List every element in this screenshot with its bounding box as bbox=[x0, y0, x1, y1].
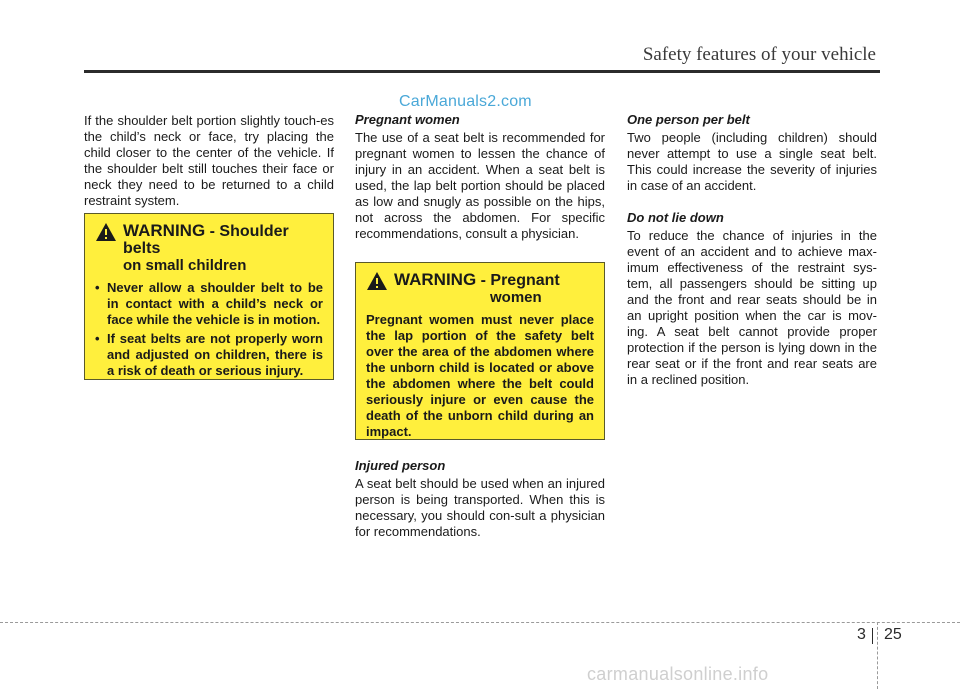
warning-box-pregnant-women bbox=[355, 262, 605, 440]
child-belt-paragraph: If the shoulder belt portion slightly touch-es the child’s neck or face, try placing the child closer to the center of the vehicle. If the shoulder belt still touches their face or neck they need to be returned to a child restraint system. bbox=[84, 113, 334, 208]
pregnant-women-paragraph: The use of a seat belt is recommended for pregnant women to lessen the chance of injury in an accident. When a seat belt is used, the lap belt portion should be placed as low and snugly as possible on the hips, not across the abdomen. For specific recommendations, consult a physician. bbox=[355, 130, 605, 241]
watermark-top[interactable]: CarManuals2.com bbox=[399, 93, 532, 110]
column-2 bbox=[355, 112, 605, 242]
warning-box-shoulder-belts bbox=[84, 213, 334, 380]
warning-item: • Never allow a shoulder belt to be in contact with a child’s neck or face while the vehicle is in motion. bbox=[95, 280, 323, 328]
column-2-lower bbox=[355, 458, 605, 540]
header-rule bbox=[84, 70, 880, 73]
warning-title-line1: - Shoulder belts bbox=[123, 223, 289, 257]
one-person-paragraph: Two people (including children) should never attempt to use a single seat belt. This could increase the severity of injuries in case of an accident. bbox=[627, 130, 877, 193]
heading-pregnant-women: Pregnant women bbox=[355, 112, 460, 127]
footer-divider bbox=[877, 622, 878, 689]
warning-label: WARNING bbox=[123, 221, 206, 240]
warning-title-line2: women bbox=[490, 289, 542, 306]
heading-do-not-lie-down: Do not lie down bbox=[627, 210, 724, 225]
page-number: 25 bbox=[884, 626, 902, 643]
watermark-bottom[interactable]: carmanualsonline.info bbox=[587, 664, 769, 684]
column-3 bbox=[627, 112, 877, 388]
section-title: Safety features of your vehicle bbox=[642, 44, 876, 65]
warning-body: Pregnant women must never place the lap portion of the safety belt over the area of the abdomen where the unborn child is located or above the abdomen where the belt could seriously injure or even cause the death of the unborn child during an impact. bbox=[366, 312, 594, 439]
footer-rule bbox=[0, 622, 960, 623]
heading-injured-person: Injured person bbox=[355, 458, 446, 473]
warning-header bbox=[95, 222, 323, 274]
warning-item: • If seat belts are not properly worn and adjusted on children, there is a risk of death or serious injury. bbox=[95, 331, 323, 379]
warning-triangle-icon bbox=[366, 271, 388, 291]
lie-down-paragraph: To reduce the chance of injuries in the event of an accident and to achieve max-imum effectiveness of the restraint sys-tem, all passengers should be sitting up and the front and rear seats should be in an upright position when the car is mov-ing. A seat belt cannot provide proper protection if the person is lying down in the rear seat or if the front and rear seats are in a reclined position. bbox=[627, 228, 877, 387]
warning-title bbox=[394, 271, 560, 289]
warning-title-line2: on small children bbox=[123, 257, 247, 274]
warning-title bbox=[123, 222, 323, 257]
warning-title-line1: - Pregnant bbox=[476, 272, 560, 289]
heading-one-person-per-belt: One person per belt bbox=[627, 112, 750, 127]
warning-label: WARNING bbox=[394, 270, 477, 289]
column-1 bbox=[84, 113, 334, 209]
page-number-separator bbox=[872, 628, 873, 644]
injured-person-paragraph: A seat belt should be used when an injured person is being transported. When this is necessary, you should con-sult a physician for recommendations. bbox=[355, 476, 605, 539]
chapter-number: 3 bbox=[857, 626, 866, 643]
warning-list bbox=[95, 280, 323, 379]
warning-header bbox=[366, 271, 594, 306]
spacer bbox=[627, 194, 877, 210]
warning-triangle-icon bbox=[95, 222, 117, 242]
